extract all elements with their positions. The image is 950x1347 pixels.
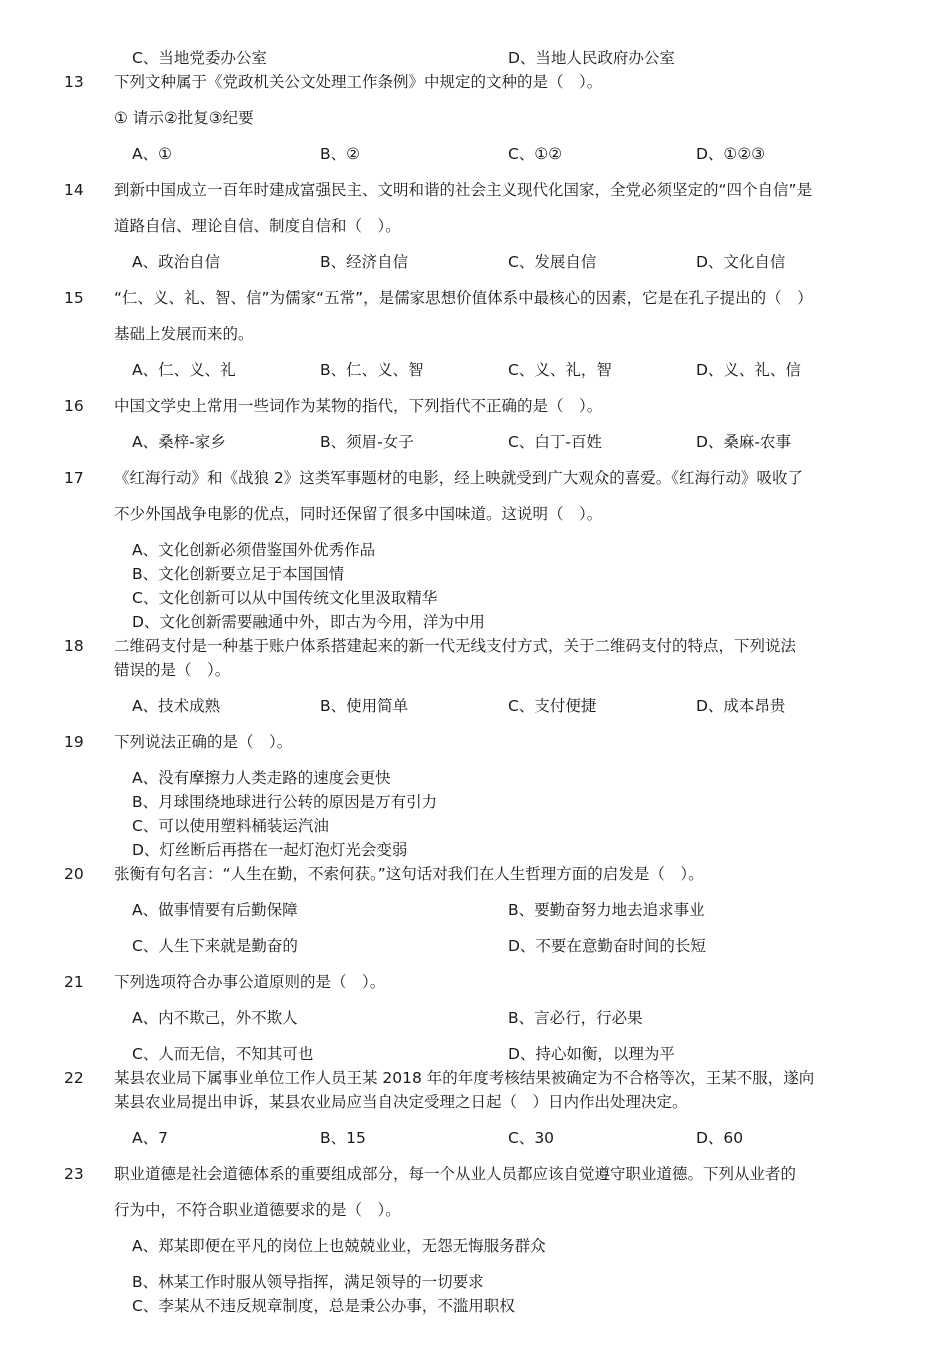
question-stem: 职业道德是社会道德体系的重要组成部分，每一个从业人员都应该自觉遵守职业道德。下列从业者的 — [114, 1165, 797, 1183]
question-stem: 到新中国成立一百年时建成富强民主、文明和谐的社会主义现代化国家，全党必须坚定的“四个自信”是 — [114, 181, 813, 199]
option-d: D、成本昂贵 — [696, 697, 786, 715]
option-a: A、内不欺己，外不欺人 — [132, 1009, 298, 1027]
question-stem: 下列文种属于《党政机关公文处理工作条例》中规定的文种的是（ ）。 — [114, 73, 603, 91]
option-b: B、使用简单 — [320, 697, 409, 715]
option-d: D、当地人民政府办公室 — [508, 49, 675, 67]
option-a: A、① — [132, 145, 172, 163]
question-stem-cont: 行为中，不符合职业道德要求的是（ ）。 — [114, 1201, 401, 1219]
option-c: C、发展自信 — [508, 253, 597, 271]
question-stem: 中国文学史上常用一些词作为某物的指代，下列指代不正确的是（ ）。 — [114, 397, 603, 415]
question-stem: 某县农业局下属事业单位工作人员王某 2018 年的年度考核结果被确定为不合格等次，王某不服，遂向 — [114, 1069, 815, 1087]
option-a: A、仁、义、礼 — [132, 361, 236, 379]
option-b: B、言必行，行必果 — [508, 1009, 643, 1027]
question-stem: 下列说法正确的是（ ）。 — [114, 733, 293, 751]
option-b: B、经济自信 — [320, 253, 409, 271]
option-b: B、林某工作时服从领导指挥，满足领导的一切要求 — [132, 1273, 484, 1291]
option-c: C、当地党委办公室 — [132, 49, 267, 67]
option-a: A、桑梓-家乡 — [132, 433, 226, 451]
option-a: A、政治自信 — [132, 253, 221, 271]
option-c: C、人生下来就是勤奋的 — [132, 937, 298, 955]
option-a: A、文化创新必须借鉴国外优秀作品 — [132, 541, 376, 559]
option-d: D、持心如衡，以理为平 — [508, 1045, 675, 1063]
option-d: D、①②③ — [696, 145, 766, 163]
option-a: A、技术成熟 — [132, 697, 221, 715]
option-c: C、支付便捷 — [508, 697, 597, 715]
question-number: 23 — [64, 1165, 84, 1183]
option-a: A、做事情要有后勤保障 — [132, 901, 298, 919]
option-b: B、15 — [320, 1129, 366, 1147]
option-c: C、可以使用塑料桶装运汽油 — [132, 817, 329, 835]
question-number: 13 — [64, 73, 84, 91]
question-number: 15 — [64, 289, 84, 307]
question-stem: 张衡有句名言：“人生在勤，不索何获。”这句话对我们在人生哲理方面的启发是（ ）。 — [114, 865, 704, 883]
option-b: B、仁、义、智 — [320, 361, 424, 379]
question-number: 20 — [64, 865, 84, 883]
question-stem-cont: 基础上发展而来的。 — [114, 325, 254, 343]
question-stem: 二维码支付是一种基于账户体系搭建起来的新一代无线支付方式，关于二维码支付的特点，下列说法 — [114, 637, 797, 655]
question-number: 22 — [64, 1069, 84, 1087]
option-a: A、郑某即便在平凡的岗位上也兢兢业业，无怨无悔服务群众 — [132, 1237, 546, 1255]
question-stem-cont: 某县农业局提出申诉，某县农业局应当自决定受理之日起（ ）日内作出处理决定。 — [114, 1093, 688, 1111]
question-stem-cont: 道路自信、理论自信、制度自信和（ ）。 — [114, 217, 401, 235]
option-b: B、月球围绕地球进行公转的原因是万有引力 — [132, 793, 438, 811]
question-number: 16 — [64, 397, 84, 415]
question-number: 19 — [64, 733, 84, 751]
option-c: C、义、礼，智 — [508, 361, 612, 379]
question-stem: 下列选项符合办事公道原则的是（ ）。 — [114, 973, 386, 991]
option-d: D、义、礼、信 — [696, 361, 801, 379]
question-stem-cont: 不少外国战争电影的优点，同时还保留了很多中国味道。这说明（ ）。 — [114, 505, 603, 523]
option-c: C、30 — [508, 1129, 555, 1147]
option-c: C、人而无信，不知其可也 — [132, 1045, 314, 1063]
option-a: A、7 — [132, 1129, 168, 1147]
question-subitems: ① 请示②批复③纪要 — [114, 109, 254, 127]
option-c: C、①② — [508, 145, 563, 163]
option-d: D、灯丝断后再搭在一起灯泡灯光会变弱 — [132, 841, 408, 859]
question-stem-cont: 错误的是（ ）。 — [114, 661, 231, 679]
question-stem: 《红海行动》和《战狼 2》这类军事题材的电影，经上映就受到广大观众的喜爱。《红海行动》吸收了 — [114, 469, 804, 487]
option-d: D、不要在意勤奋时间的长短 — [508, 937, 706, 955]
option-b: B、要勤奋努力地去追求事业 — [508, 901, 705, 919]
question-number: 21 — [64, 973, 84, 991]
option-d: D、桑麻-农事 — [696, 433, 792, 451]
option-d: D、文化创新需要融通中外，即古为今用，洋为中用 — [132, 613, 485, 631]
question-number: 14 — [64, 181, 84, 199]
option-d: D、文化自信 — [696, 253, 786, 271]
option-c: C、文化创新可以从中国传统文化里汲取精华 — [132, 589, 438, 607]
option-c: C、李某从不违反规章制度，总是秉公办事，不滥用职权 — [132, 1297, 515, 1315]
question-number: 17 — [64, 469, 84, 487]
option-b: B、文化创新要立足于本国国情 — [132, 565, 345, 583]
option-d: D、60 — [696, 1129, 744, 1147]
question-number: 18 — [64, 637, 84, 655]
option-c: C、白丁-百姓 — [508, 433, 602, 451]
question-stem: “仁、义、礼、智、信”为儒家“五常”，是儒家思想价值体系中最核心的因素，它是在孔子提出的（ ） — [114, 289, 813, 307]
option-b: B、须眉-女子 — [320, 433, 414, 451]
option-b: B、② — [320, 145, 361, 163]
option-a: A、没有摩擦力人类走路的速度会更快 — [132, 769, 391, 787]
